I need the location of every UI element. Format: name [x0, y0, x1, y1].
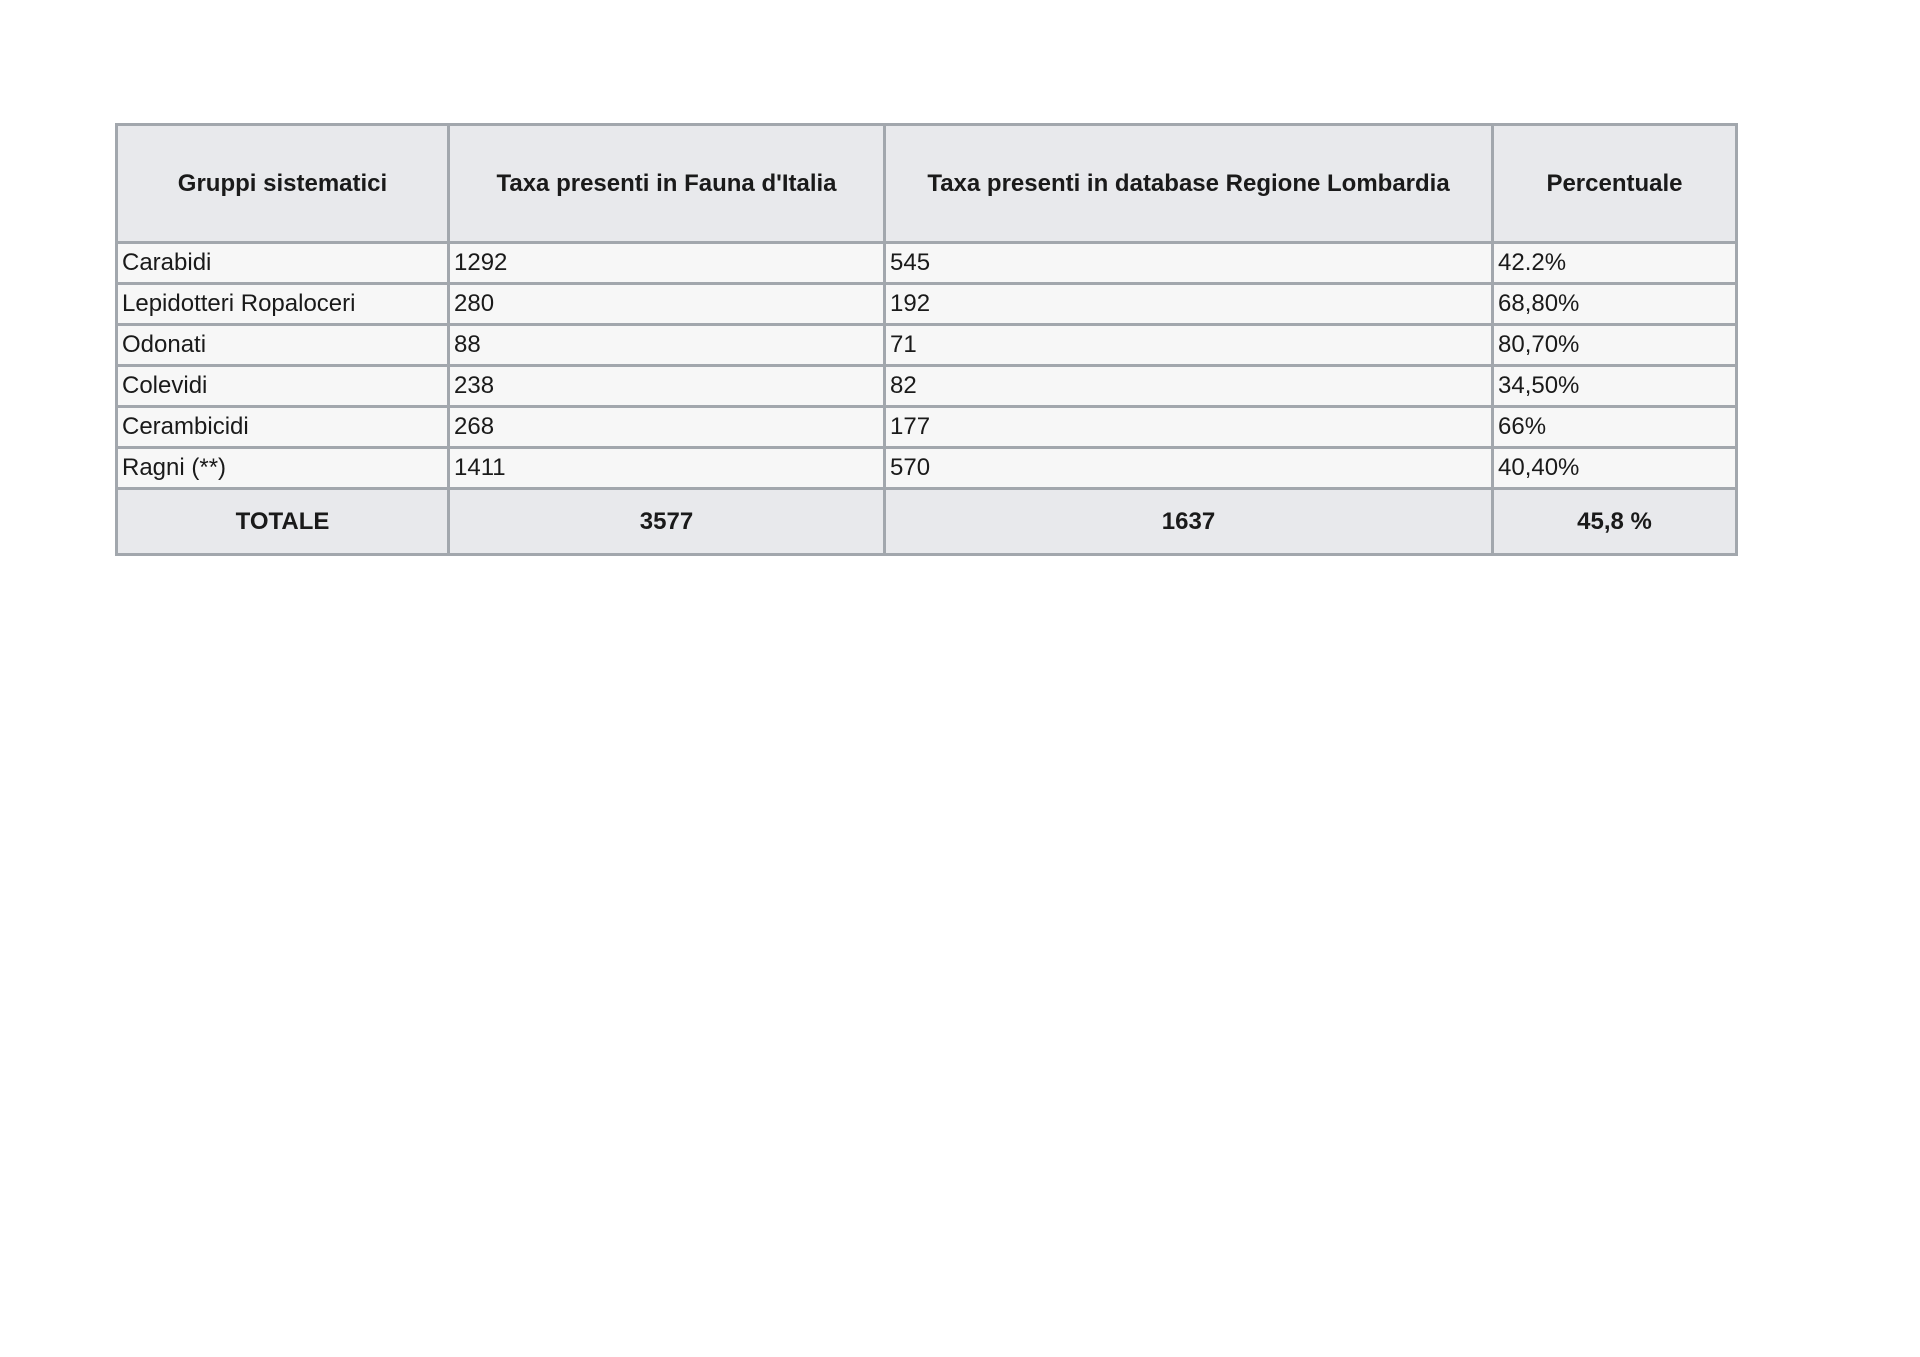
cell-percentuale: 40,40% — [1493, 448, 1737, 489]
table-row — [117, 407, 1737, 448]
cell-taxa-italia: 268 — [449, 407, 885, 448]
total-taxa-italia: 3577 — [449, 489, 885, 555]
cell-taxa-italia: 238 — [449, 366, 885, 407]
cell-taxa-lombardia: 177 — [885, 407, 1493, 448]
cell-taxa-italia: 280 — [449, 284, 885, 325]
table-footer — [117, 489, 1737, 555]
header-gruppi-sistematici: Gruppi sistematici — [117, 125, 449, 243]
cell-gruppo: Cerambicidi — [117, 407, 449, 448]
cell-taxa-lombardia: 570 — [885, 448, 1493, 489]
data-table-container — [115, 123, 1735, 556]
cell-gruppo: Ragni (**) — [117, 448, 449, 489]
table-row — [117, 366, 1737, 407]
table-row — [117, 325, 1737, 366]
cell-percentuale: 66% — [1493, 407, 1737, 448]
cell-taxa-lombardia: 545 — [885, 243, 1493, 284]
total-row — [117, 489, 1737, 555]
cell-taxa-lombardia: 192 — [885, 284, 1493, 325]
table-row — [117, 243, 1737, 284]
table-row — [117, 448, 1737, 489]
cell-taxa-italia: 1411 — [449, 448, 885, 489]
cell-percentuale: 80,70% — [1493, 325, 1737, 366]
table-header — [117, 125, 1737, 243]
cell-taxa-italia: 1292 — [449, 243, 885, 284]
cell-gruppo: Carabidi — [117, 243, 449, 284]
cell-taxa-lombardia: 82 — [885, 366, 1493, 407]
table-body — [117, 243, 1737, 489]
header-percentuale: Percentuale — [1493, 125, 1737, 243]
cell-taxa-italia: 88 — [449, 325, 885, 366]
header-row — [117, 125, 1737, 243]
cell-percentuale: 42.2% — [1493, 243, 1737, 284]
taxa-table — [115, 123, 1738, 556]
cell-percentuale: 68,80% — [1493, 284, 1737, 325]
header-taxa-regione-lombardia: Taxa presenti in database Regione Lombardia — [885, 125, 1493, 243]
total-label: TOTALE — [117, 489, 449, 555]
header-taxa-fauna-italia: Taxa presenti in Fauna d'Italia — [449, 125, 885, 243]
cell-percentuale: 34,50% — [1493, 366, 1737, 407]
cell-gruppo: Colevidi — [117, 366, 449, 407]
total-taxa-lombardia: 1637 — [885, 489, 1493, 555]
table-row — [117, 284, 1737, 325]
total-percentuale: 45,8 % — [1493, 489, 1737, 555]
cell-gruppo: Lepidotteri Ropaloceri — [117, 284, 449, 325]
cell-taxa-lombardia: 71 — [885, 325, 1493, 366]
cell-gruppo: Odonati — [117, 325, 449, 366]
